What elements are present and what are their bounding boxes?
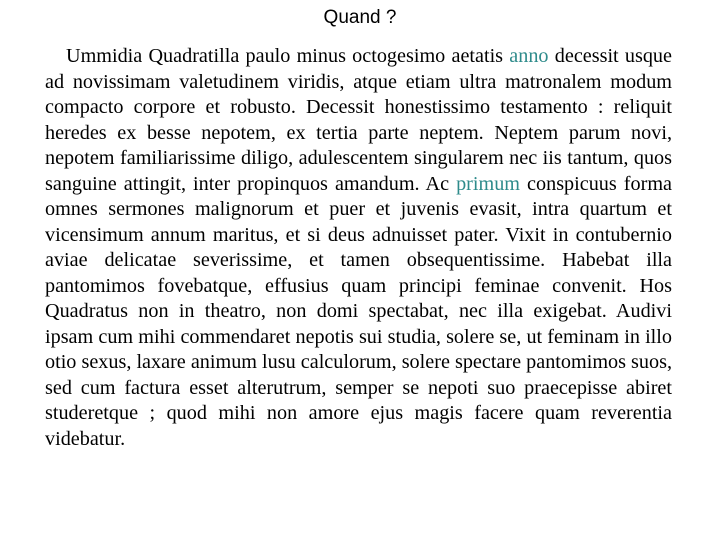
slide-title: Quand ? [323, 7, 397, 28]
highlighted-word-anno: anno [509, 45, 549, 67]
latin-paragraph [45, 44, 672, 452]
paragraph-segment-3: conspicuus forma omnes sermones malignorum et puer et juvenis evasit, intra quartum et vicensimum annum maritus, et si deus adnuisset pater. Vixit in contubernio aviae delicatae severissime, et tamen obsequentissime. Habebat illa pantomimos fovebatque, effusius quam principi feminae convenit. Hos Quadratus non in theatro, non domi spectabat, nec illa exigebat. Audivi ipsam cum mihi commendaret nepotis sui studia, solere se, ut feminam in illo otio sexus, laxare animum lusu calculorum, solere spectare pantomimos suos, sed cum factura esset alterutrum, semper se nepoti suo praecepisse abiret studeretque ; quod mihi non amore ejus magis facere quam reverentia videbatur. [45, 172, 672, 450]
paragraph-segment-1: Ummidia Quadratilla paulo minus octogesimo aetatis [66, 45, 510, 67]
highlighted-word-primum: primum [456, 172, 521, 195]
paragraph-segment-2: decessit usque ad novissimam valetudinem viridis, atque etiam ultra matronalem modum compacto corpore et robusto. Decessit honestissimo testamento : reliquit heredes ex besse nepotem, ex tertia parte neptem. Neptem parum novi, nepotem familiarissime diligo, adulescentem singularem nec iis tantum, quos sanguine attingit, inter propinquos amandum. Ac [45, 45, 672, 195]
